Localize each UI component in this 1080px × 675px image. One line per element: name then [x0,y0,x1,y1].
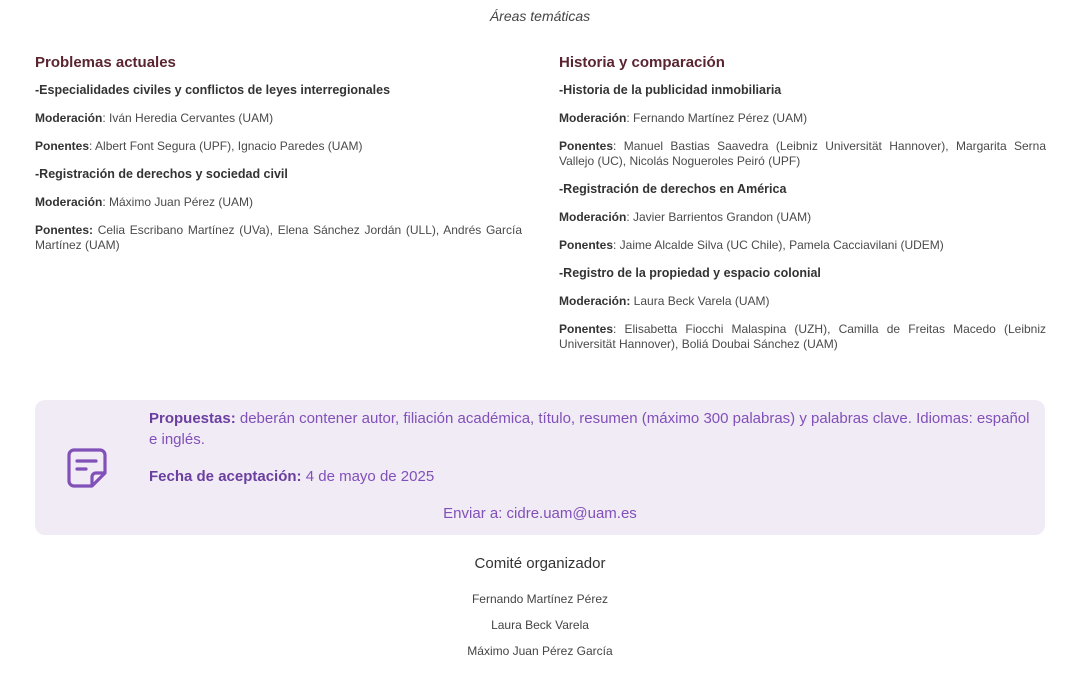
entry-text: Celia Escribano Martínez (UVa), Elena Sánchez Jordán (ULL), Andrés García Martínez (UAM) [35,223,522,252]
committee-member: Laura Beck Varela [491,618,589,632]
column-current-problems [35,54,522,266]
entry-label: Moderación [35,195,103,209]
proposals-label: Propuestas: [149,410,236,427]
send-to-email: Enviar a: cidre.uam@uam.es [443,505,637,522]
speaker-entry [35,139,522,154]
entry-text: Laura Beck Varela (UAM) [630,294,770,308]
column-heading: Problemas actuales [35,54,176,71]
speaker-entry [35,111,522,126]
committee-member: Máximo Juan Pérez García [467,644,613,658]
entry-text: : Albert Font Segura (UPF), Ignacio Paredes (UAM) [89,139,363,153]
column-heading: Historia y comparación [559,54,725,71]
topic-title: -Especialidades civiles y conflictos de leyes interregionales [35,83,391,97]
entry-label: Ponentes [559,322,614,336]
proposals-text: deberán contener autor, filiación académica, título, resumen (máximo 300 palabras) y palabras clave. Idiomas: español e inglés. [149,410,1030,448]
right-blocks [559,83,1046,352]
entry-text: : Máximo Juan Pérez (UAM) [102,195,254,209]
acceptance-date-text: 4 de mayo de 2025 [301,468,435,485]
entry-label: Moderación [559,210,627,224]
column-history-comparison [559,54,1046,365]
acceptance-date [149,466,1034,487]
committee-members [0,590,1080,668]
topic-title: -Registración de derechos en América [559,182,787,196]
topic-title: -Historia de la publicidad inmobiliaria [559,83,782,97]
topic-title: -Registración de derechos y sociedad civil [35,167,288,181]
speaker-entry [559,111,1046,126]
speaker-entry [35,195,522,210]
entry-label: Moderación [559,111,627,125]
speaker-entry [35,223,522,253]
speaker-entry [559,210,1046,225]
entry-text: : Javier Barrientos Grandon (UAM) [626,210,812,224]
entry-text: : Manuel Bastias Saavedra (Leibniz Universität Hannover), Margarita Serna Vallejo (UC), Nicolás Nogueroles Peiró (UPF) [559,139,1046,168]
speaker-entry [559,294,1046,309]
section-title: Áreas temáticas [489,8,591,24]
note-icon [65,446,109,490]
left-blocks [35,83,522,253]
proposals-paragraph [149,408,1034,450]
entry-label: Ponentes [35,139,90,153]
entry-label: Ponentes [559,238,614,252]
acceptance-date-label: Fecha de aceptación: [149,468,302,485]
entry-label: Ponentes [559,139,614,153]
entry-text: : Jaime Alcalde Silva (UC Chile), Pamela Cacciavilani (UDEM) [613,238,944,252]
entry-text: : Fernando Martínez Pérez (UAM) [626,111,808,125]
committee-member: Fernando Martínez Pérez [471,592,609,606]
entry-text: : Iván Heredia Cervantes (UAM) [102,111,274,125]
entry-label: Ponentes: [35,223,94,237]
entry-label: Moderación: [559,294,631,308]
entry-label: Moderación [35,111,103,125]
speaker-entry [559,322,1046,352]
committee-title: Comité organizador [474,555,606,572]
speaker-entry [559,139,1046,169]
callout-body [149,408,1034,503]
speaker-entry [559,238,1046,253]
entry-text: : Elisabetta Fiocchi Malaspina (UZH), Camilla de Freitas Macedo (Leibniz Universität Hannover), Boliá Doubai Sánchez (UAM) [559,322,1046,351]
submission-callout [35,400,1045,535]
topic-title: -Registro de la propiedad y espacio colonial [559,266,821,280]
